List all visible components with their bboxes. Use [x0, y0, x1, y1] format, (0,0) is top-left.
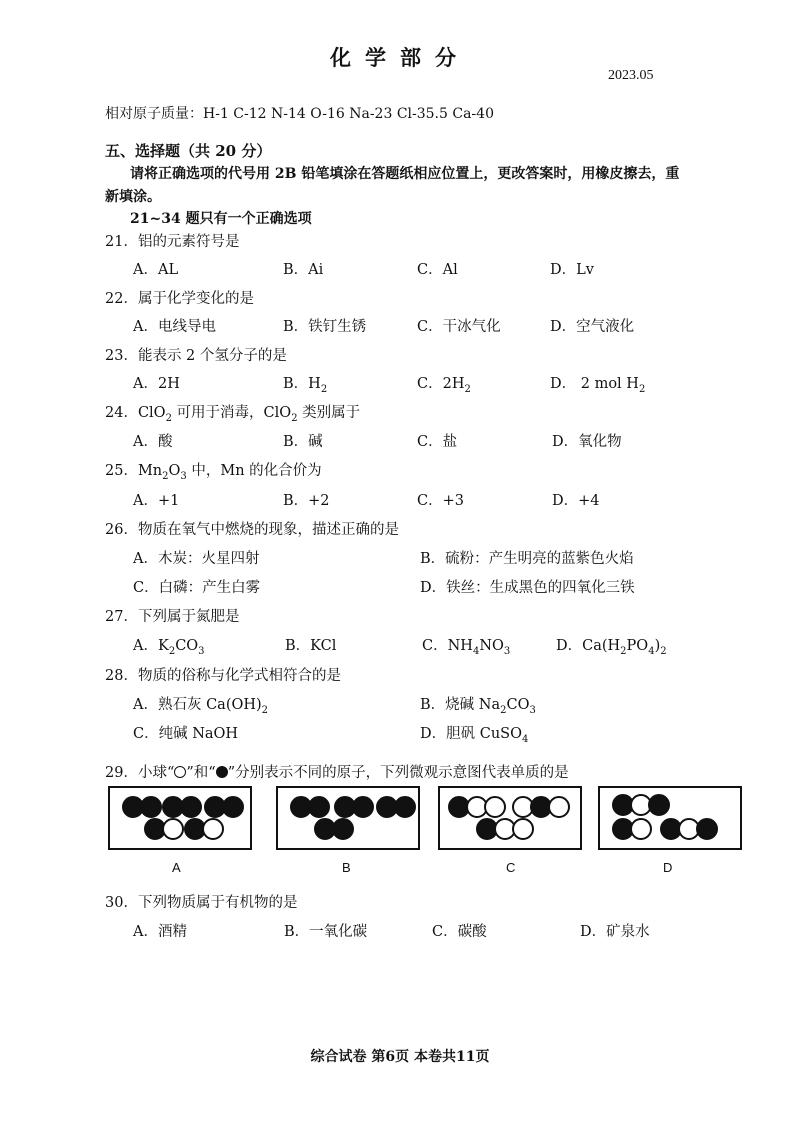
- label-b: B: [342, 860, 351, 875]
- q21-option-d: D．Lv: [550, 262, 594, 278]
- q23-option-a: A．2H: [133, 376, 180, 392]
- black-atom: [332, 818, 354, 840]
- instruction-line-1: 请将正确选项的代号用 2B 铅笔填涂在答题纸相应位置上，更改答案时，用橡皮擦去，重: [130, 166, 680, 182]
- question-28-stem: 28．物质的俗称与化学式相符合的是: [105, 668, 341, 684]
- q24-option-c: C．盐: [417, 434, 458, 450]
- q21-option-a: A．AL: [133, 262, 179, 278]
- page-title: 化学部分: [330, 45, 470, 70]
- diagram-box-b: [276, 786, 420, 850]
- white-atom-icon: [174, 766, 186, 778]
- question-26-stem: 26．物质在氧气中燃烧的现象，描述正确的是: [105, 522, 399, 538]
- q26-option-b: B．硫粉：产生明亮的蓝紫色火焰: [420, 551, 634, 567]
- q28-option-b: B．烧碱 $Na_2CO_3$: [420, 697, 536, 716]
- q24-option-a: A．酸: [133, 434, 173, 450]
- white-atom: [484, 796, 506, 818]
- q26-option-c: C．白磷：产生白雾: [133, 580, 261, 596]
- black-atom: [696, 818, 718, 840]
- q30-option-d: D．矿泉水: [580, 924, 650, 940]
- q22-option-d: D．空气液化: [550, 319, 635, 335]
- white-atom: [202, 818, 224, 840]
- q22-option-c: C．干冰气化: [417, 319, 501, 335]
- q25-option-a: A．+1: [133, 493, 180, 509]
- question-21-stem: 21．铝的元素符号是: [105, 234, 240, 250]
- q25-option-d: D．+4: [552, 493, 600, 509]
- white-atom: [162, 818, 184, 840]
- diagram-box-d: [598, 786, 742, 850]
- exam-date: 2023.05: [608, 68, 654, 83]
- page-footer: 综合试卷 第6页 本卷共11页: [310, 1049, 490, 1065]
- question-23-stem: 23．能表示 2 个氢分子的是: [105, 348, 287, 364]
- q23-option-b: B．$H_2$: [283, 376, 328, 395]
- question-29-stem: 29．小球“ ”和“ ”分别表示不同的原子，下列微观示意图代表单质的是: [105, 765, 569, 781]
- section-subheading: 21~34 题只有一个正确选项: [130, 211, 312, 227]
- q28-option-c: C．纯碱 NaOH: [133, 726, 239, 742]
- black-atom: [308, 796, 330, 818]
- q25-option-b: B．+2: [283, 493, 330, 509]
- black-atom: [222, 796, 244, 818]
- black-atom-icon: [216, 766, 228, 778]
- white-atom: [512, 818, 534, 840]
- diagram-box-a: [108, 786, 252, 850]
- label-d: D: [663, 860, 673, 875]
- q21-option-b: B．Ai: [283, 262, 324, 278]
- atomic-mass-line: 相对原子质量：H-1 C-12 N-14 O-16 Na-23 Cl-35.5 Ca-40: [105, 106, 494, 122]
- question-22-stem: 22．属于化学变化的是: [105, 291, 254, 307]
- q30-option-a: A．酒精: [133, 924, 187, 940]
- q26-option-d: D．铁丝：生成黑色的四氧化三铁: [420, 580, 635, 596]
- instruction-line-2: 新填涂。: [105, 189, 161, 205]
- q21-option-c: C．Al: [417, 262, 458, 278]
- black-atom: [140, 796, 162, 818]
- q30-option-c: C．碳酸: [432, 924, 487, 940]
- q28-option-d: D．胆矾 CuSO$_4$: [420, 726, 529, 745]
- section-heading: 五、选择题（共 20 分）: [105, 142, 272, 160]
- q27-option-c: C．$NH_4NO_3$: [422, 638, 511, 657]
- black-atom: [352, 796, 374, 818]
- black-atom: [394, 796, 416, 818]
- q25-option-c: C．+3: [417, 493, 464, 509]
- q28-option-a: A．熟石灰 $Ca(OH)_2$: [133, 697, 269, 716]
- q30-option-b: B．一氧化碳: [284, 924, 368, 940]
- q22-option-b: B．铁钉生锈: [283, 319, 367, 335]
- white-atom: [630, 818, 652, 840]
- label-a: A: [172, 860, 181, 875]
- q23-option-d: D． 2 mol $H_2$: [550, 376, 646, 395]
- q24-option-b: B．碱: [283, 434, 323, 450]
- black-atom: [180, 796, 202, 818]
- white-atom: [548, 796, 570, 818]
- q23-option-c: C．$2H_2$: [417, 376, 471, 395]
- q27-option-d: D．$Ca(H_2PO_4)_2$: [556, 638, 667, 657]
- q24-option-d: D．氧化物: [552, 434, 622, 450]
- question-24-stem: 24．ClO$_2$ 可用于消毒，ClO$_2$ 类别属于: [105, 405, 361, 424]
- q22-option-a: A．电线导电: [133, 319, 216, 335]
- question-30-stem: 30．下列物质属于有机物的是: [105, 895, 298, 911]
- label-c: C: [506, 860, 516, 875]
- q27-option-a: A．$K_2CO_3$: [133, 638, 205, 657]
- q26-option-a: A．木炭：火星四射: [133, 551, 260, 567]
- question-27-stem: 27．下列属于氮肥是: [105, 609, 240, 625]
- black-atom: [648, 794, 670, 816]
- diagram-box-c: [438, 786, 582, 850]
- question-25-stem: 25．$Mn_2O_3$ 中，Mn 的化合价为: [105, 463, 322, 482]
- q27-option-b: B．KCl: [285, 638, 337, 654]
